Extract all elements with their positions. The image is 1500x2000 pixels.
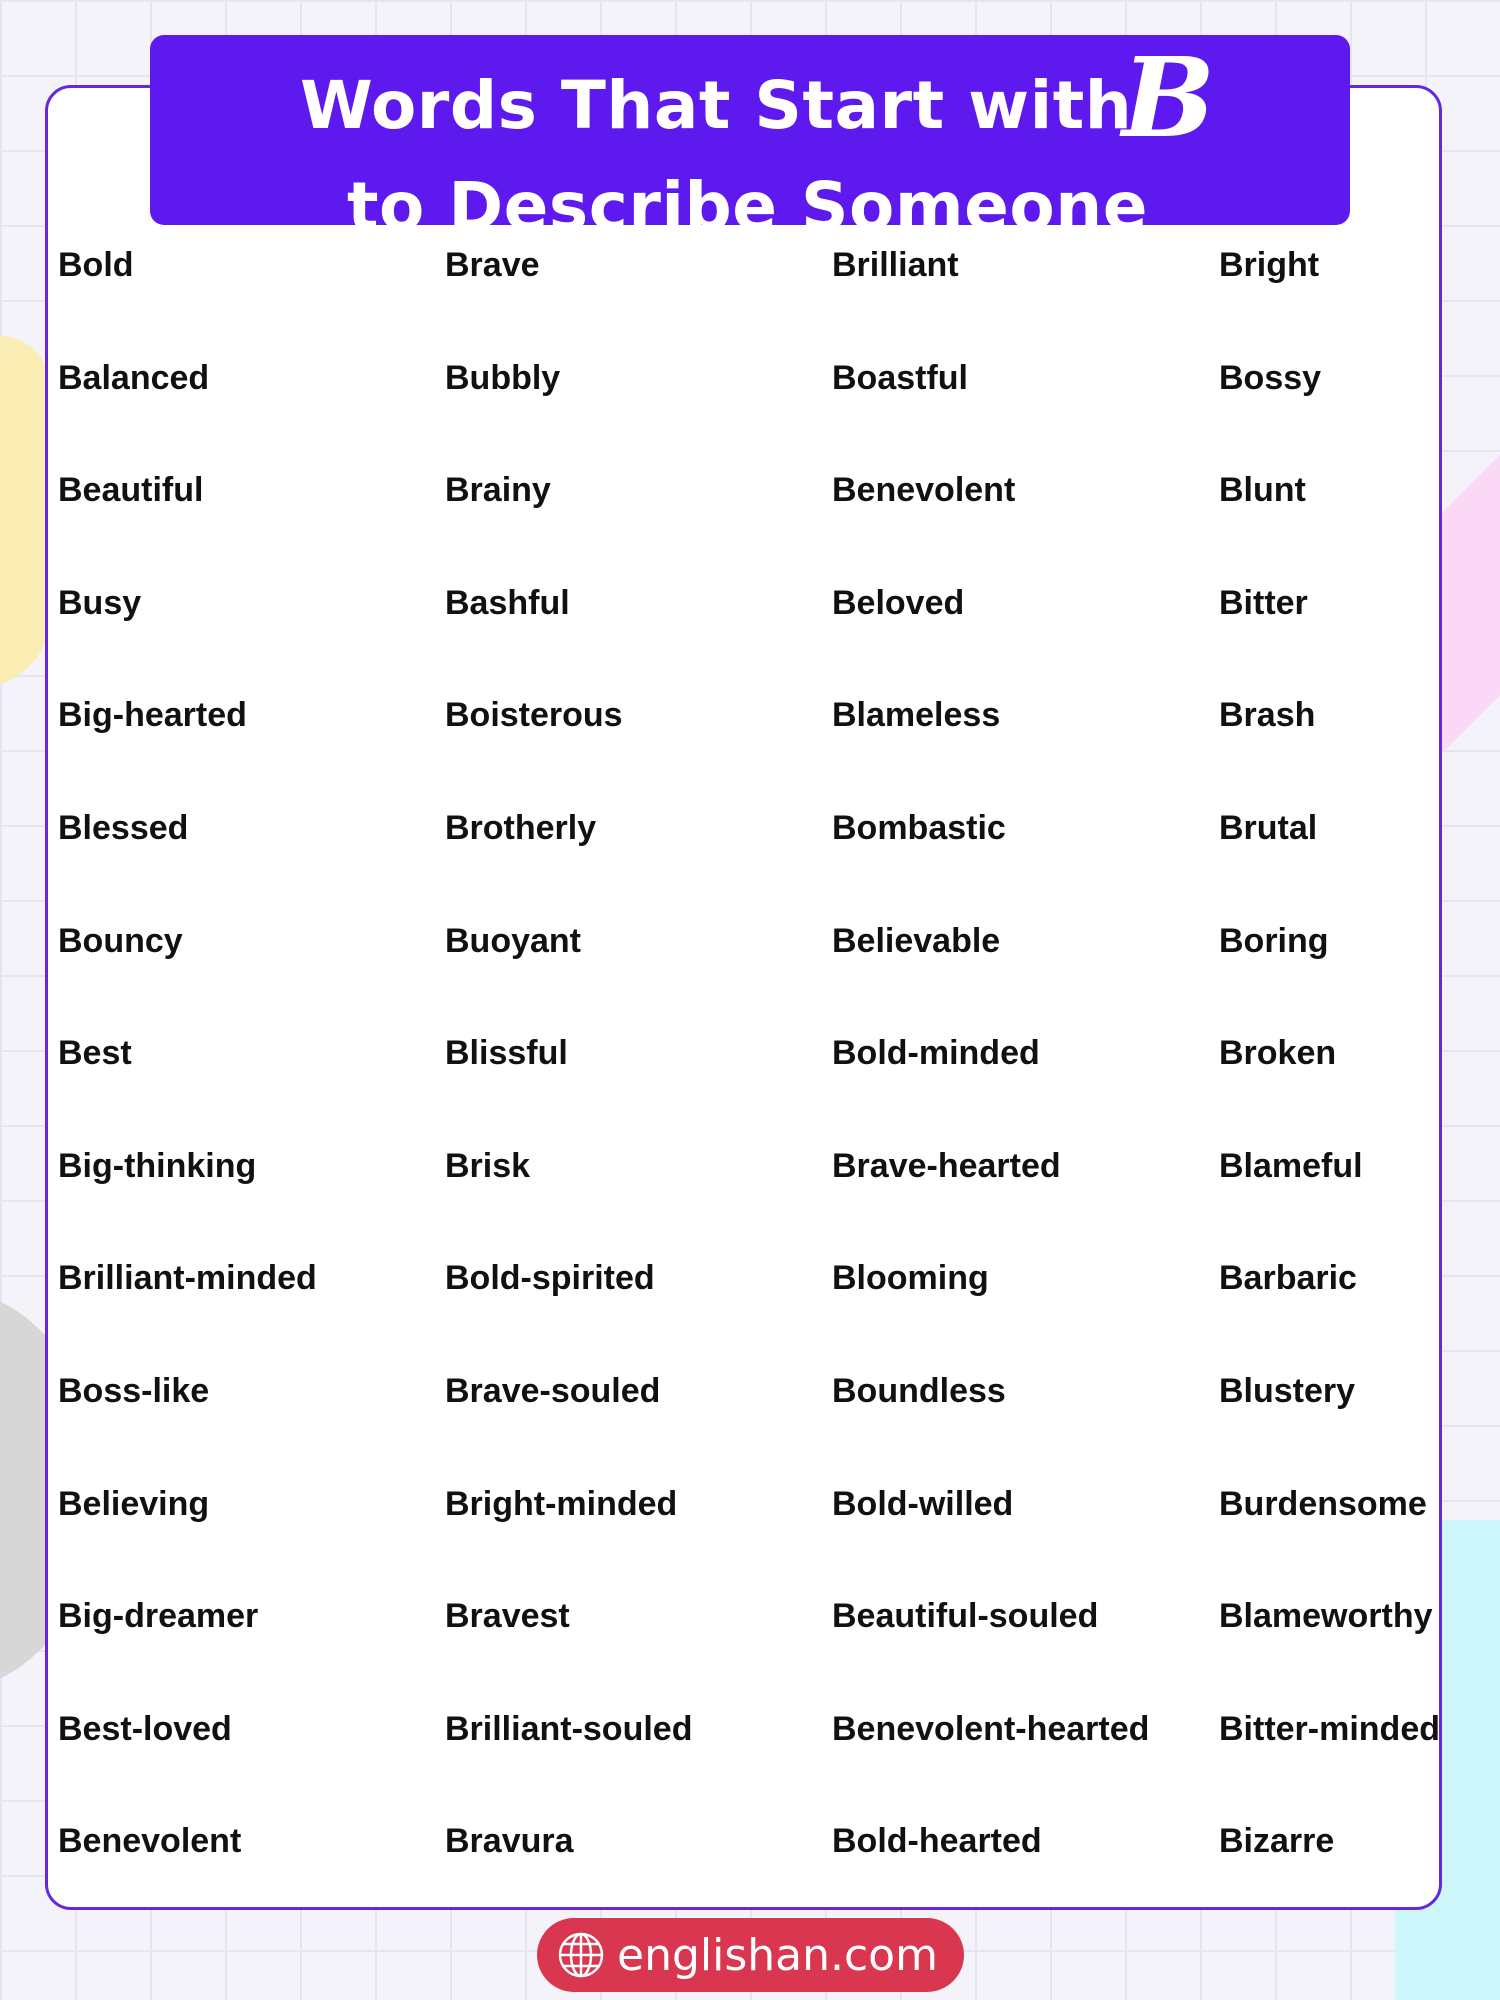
word-item: Balanced bbox=[58, 358, 210, 397]
word-item: Brainy bbox=[445, 471, 551, 510]
word-item: Bold bbox=[58, 246, 134, 284]
site-badge[interactable] bbox=[537, 1918, 964, 1992]
word-item: Blameless bbox=[832, 696, 1001, 735]
word-item: Brilliant-souled bbox=[445, 1709, 693, 1748]
word-item: Believing bbox=[58, 1484, 210, 1523]
word-item: Boundless bbox=[832, 1371, 1006, 1410]
word-item: Brilliant-minded bbox=[58, 1259, 317, 1298]
word-item: Brotherly bbox=[445, 808, 597, 847]
word-item: Bouncy bbox=[58, 921, 183, 960]
word-item: Bubbly bbox=[445, 358, 561, 397]
word-item: Bravura bbox=[445, 1822, 574, 1861]
word-item: Beloved bbox=[832, 583, 965, 622]
word-item: Best bbox=[58, 1034, 132, 1073]
word-item: Bombastic bbox=[832, 808, 1006, 847]
word-item: Boisterous bbox=[445, 696, 623, 735]
word-item: Bold-hearted bbox=[832, 1822, 1042, 1861]
word-item: Beautiful bbox=[58, 471, 204, 510]
word-item: Buoyant bbox=[445, 921, 581, 960]
site-url: englishan.com bbox=[617, 1929, 938, 1981]
word-item: Brave bbox=[445, 246, 540, 284]
word-item: Blessed bbox=[58, 808, 189, 847]
word-item: Boring bbox=[1219, 921, 1329, 960]
word-item: Blunt bbox=[1219, 471, 1306, 510]
word-item: Blissful bbox=[445, 1034, 568, 1073]
word-item: Brave-souled bbox=[445, 1371, 661, 1410]
title-letter: B bbox=[1122, 33, 1215, 162]
word-item: Bitter bbox=[1219, 583, 1308, 622]
word-item: Beautiful-souled bbox=[832, 1597, 1099, 1636]
decor-yellow-shape bbox=[0, 328, 50, 702]
word-item: Bold-minded bbox=[832, 1034, 1040, 1073]
word-item: Blameworthy bbox=[1219, 1597, 1433, 1636]
word-item: Bold-willed bbox=[832, 1484, 1014, 1523]
word-item: Blustery bbox=[1219, 1371, 1356, 1410]
word-item: Brisk bbox=[445, 1146, 531, 1185]
word-item: Benevolent bbox=[832, 471, 1016, 510]
word-item: Bravest bbox=[445, 1597, 570, 1636]
word-item: Best-loved bbox=[58, 1709, 232, 1748]
word-item: Brilliant bbox=[832, 246, 959, 284]
word-item: Burdensome bbox=[1219, 1484, 1427, 1523]
word-item: Believable bbox=[832, 921, 1001, 960]
title-line-2: to Describe Someone bbox=[347, 168, 1148, 245]
word-item: Benevolent bbox=[58, 1822, 242, 1861]
word-item: Boastful bbox=[832, 358, 968, 397]
word-item: Barbaric bbox=[1219, 1259, 1357, 1298]
title-line-1: Words That Start with bbox=[300, 67, 1133, 144]
word-item: Bashful bbox=[445, 583, 570, 622]
word-item: Bold-spirited bbox=[445, 1259, 655, 1298]
word-item: Busy bbox=[58, 583, 142, 622]
globe-icon bbox=[557, 1931, 605, 1979]
word-item: Bitter-minded bbox=[1219, 1709, 1440, 1748]
word-item: Brave-hearted bbox=[832, 1146, 1061, 1185]
word-item: Bright-minded bbox=[445, 1484, 678, 1523]
word-item: Blameful bbox=[1219, 1146, 1363, 1185]
word-item: Bright bbox=[1219, 246, 1320, 284]
word-item: Brutal bbox=[1219, 808, 1318, 847]
word-item: Broken bbox=[1219, 1034, 1337, 1073]
word-item: Blooming bbox=[832, 1259, 989, 1298]
word-item: Benevolent-hearted bbox=[832, 1709, 1150, 1748]
word-item: Brash bbox=[1219, 696, 1316, 735]
word-item: Boss-like bbox=[58, 1371, 210, 1410]
word-item: Big-thinking bbox=[58, 1146, 257, 1185]
word-item: Big-dreamer bbox=[58, 1597, 259, 1636]
word-item: Bossy bbox=[1219, 358, 1322, 397]
title-banner bbox=[150, 33, 1350, 245]
word-grid bbox=[58, 248, 1448, 1937]
word-item: Bizarre bbox=[1219, 1822, 1335, 1861]
word-item: Big-hearted bbox=[58, 696, 247, 735]
